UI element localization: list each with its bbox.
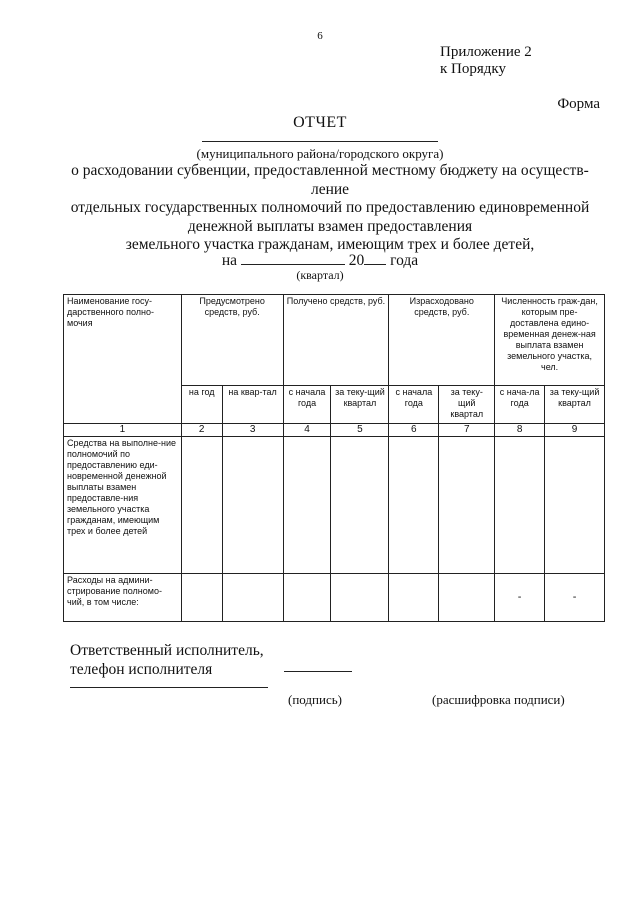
period-prefix: на — [221, 252, 237, 269]
row-funds-cell — [181, 437, 222, 574]
appendix-line-2: к Порядку — [440, 61, 506, 77]
subheader-spent-current-quarter: за теку-щий квартал — [439, 386, 495, 424]
column-number-8: 8 — [495, 424, 545, 437]
subheader-received-from-start: с начала года — [283, 386, 331, 424]
column-number-5: 5 — [331, 424, 389, 437]
report-title: ОТЧЕТ — [293, 114, 347, 131]
column-number-9: 9 — [545, 424, 605, 437]
signature-decode-caption: (расшифровка подписи) — [432, 692, 565, 707]
header-spent-cell: Израсходовано средств, руб. — [389, 295, 495, 386]
column-number-1: 1 — [64, 424, 182, 437]
row-admin-cell — [331, 574, 389, 622]
header-citizens-cell: Численность граж-дан, которым пре-доставлена едино-временная денеж-ная выплата взамен земельного участка, чел. — [495, 295, 605, 386]
quarter-blank — [241, 251, 345, 265]
description-line-1: о расходовании субвенции, предоставленной местному бюджету на осуществ- — [71, 162, 589, 179]
signature-fill-line — [70, 687, 268, 688]
responsible-line-1: Ответственный исполнитель, — [70, 642, 264, 659]
report-description — [60, 162, 600, 255]
responsible-line-2: телефон исполнителя — [70, 661, 213, 678]
subheader-citizens-current-quarter: за теку-щий квартал — [545, 386, 605, 424]
row-admin-label: Расходы на админи-стрирование полномо-чий, в том числе: — [64, 574, 182, 622]
subheader-per-quarter: на квар-тал — [222, 386, 283, 424]
column-number-6: 6 — [389, 424, 439, 437]
period-year-prefix: 20 — [348, 252, 365, 269]
appendix-line-1: Приложение 2 — [440, 44, 532, 60]
form-label: Форма — [557, 96, 600, 112]
municipality-caption: (муниципального района/городского округа) — [196, 146, 444, 161]
row-funds-cell — [283, 437, 331, 574]
report-table — [63, 294, 605, 622]
header-name-cell: Наименование госу-дарственного полно-мочия — [64, 295, 182, 424]
page-number: 6 — [317, 30, 323, 42]
row-admin-cell — [283, 574, 331, 622]
appendix-block — [440, 44, 532, 78]
subheader-per-year: на год — [181, 386, 222, 424]
row-admin-dash-8: - — [495, 574, 545, 622]
row-funds-label: Средства на выполне-ние полномочий по предоставлению еди-новременной денежной выплаты взамен предоставле-ния земельного участка гражданам, имеющим трех и более детей — [64, 437, 182, 574]
row-funds-cell — [331, 437, 389, 574]
period-suffix: года — [390, 252, 419, 269]
description-line-4: денежной выплаты взамен предоставления — [187, 217, 473, 235]
row-funds-cell — [389, 437, 439, 574]
subheader-received-current-quarter: за теку-щий квартал — [331, 386, 389, 424]
subheader-citizens-from-start: с нача-ла года — [495, 386, 545, 424]
subheader-spent-from-start: с начала года — [389, 386, 439, 424]
row-admin-cell — [439, 574, 495, 622]
year-blank — [364, 251, 386, 265]
row-funds-cell — [495, 437, 545, 574]
row-admin-cell — [222, 574, 283, 622]
row-funds-cell — [439, 437, 495, 574]
column-number-7: 7 — [439, 424, 495, 437]
header-received-cell: Получено средств, руб. — [283, 295, 389, 386]
row-admin-dash-9: - — [545, 574, 605, 622]
column-number-4: 4 — [283, 424, 331, 437]
phone-fill-line — [284, 671, 352, 672]
municipality-fill-line — [202, 141, 438, 142]
column-number-2: 2 — [181, 424, 222, 437]
description-line-5: земельного участка гражданам, имеющим трех и более детей, — [125, 236, 535, 253]
header-planned-cell: Предусмотрено средств, руб. — [181, 295, 283, 386]
description-line-2: ление — [310, 180, 350, 198]
responsible-block — [70, 641, 264, 679]
row-admin-cell — [389, 574, 439, 622]
description-line-3: отдельных государственных полномочий по предоставлению единовременной — [70, 199, 590, 216]
row-funds-cell — [545, 437, 605, 574]
signature-caption: (подпись) — [288, 692, 342, 707]
row-admin-cell — [181, 574, 222, 622]
column-number-3: 3 — [222, 424, 283, 437]
quarter-caption: (квартал) — [296, 268, 344, 282]
row-funds-cell — [222, 437, 283, 574]
